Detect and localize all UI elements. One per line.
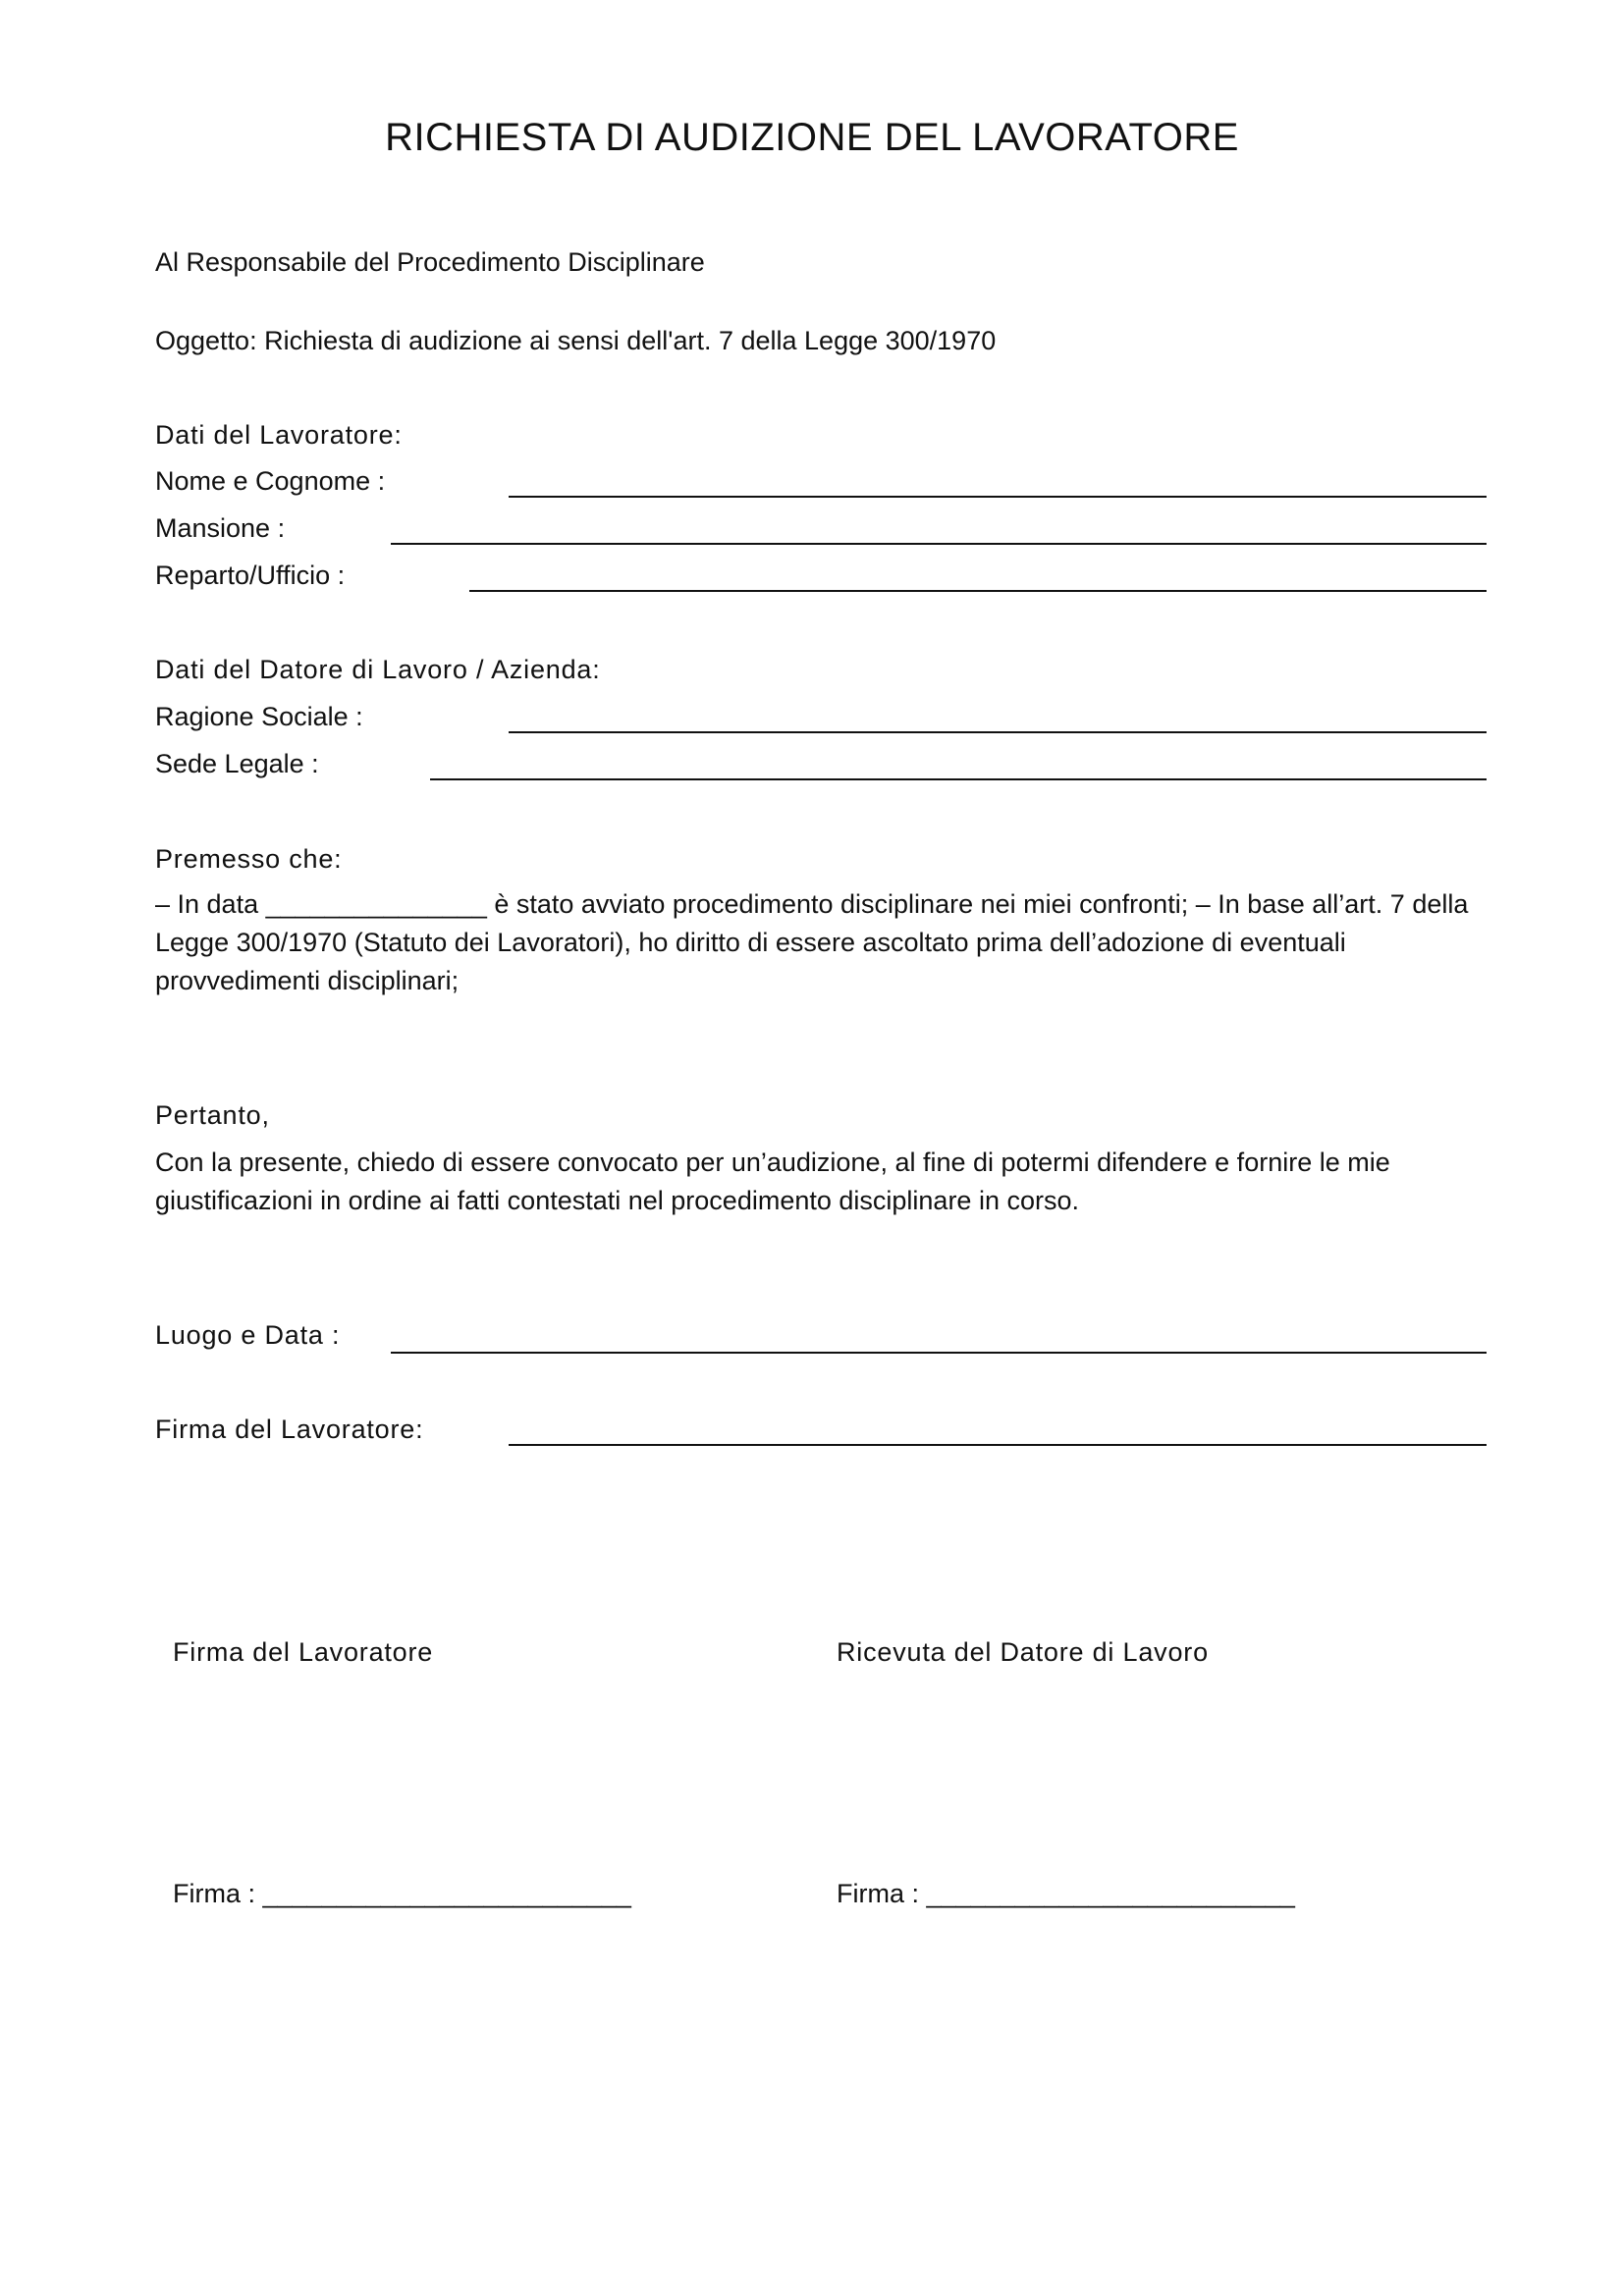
role-field-line[interactable] <box>391 543 1487 545</box>
premise-heading: Premesso che: <box>155 844 343 874</box>
office-field-label: Sede Legale : <box>155 749 319 778</box>
name-field-line[interactable] <box>509 496 1487 498</box>
office-field-line[interactable] <box>430 778 1487 780</box>
document-title: RICHIESTA DI AUDIZIONE DEL LAVORATORE <box>385 116 1239 159</box>
left-signature-heading: Firma del Lavoratore <box>173 1637 434 1667</box>
worker-signature-line[interactable] <box>509 1444 1487 1446</box>
request-heading: Pertanto, <box>155 1100 270 1130</box>
right-signature-heading: Ricevuta del Datore di Lavoro <box>837 1637 1209 1667</box>
right-signature-line[interactable]: Firma : _________________________ <box>837 1879 1295 1908</box>
name-field-label: Nome e Cognome : <box>155 466 386 496</box>
worker-signature-label: Firma del Lavoratore: <box>155 1415 424 1444</box>
place-date-label: Luogo e Data : <box>155 1320 341 1350</box>
company-field-label: Ragione Sociale : <box>155 702 363 731</box>
subject-line: Oggetto: Richiesta di audizione ai sensi dell'art. 7 della Legge 300/1970 <box>155 326 997 355</box>
company-field-line[interactable] <box>509 731 1487 733</box>
department-field-line[interactable] <box>469 590 1487 592</box>
role-field-label: Mansione : <box>155 513 286 543</box>
request-paragraph: Con la presente, chiedo di essere convocato per un’audizione, al fine di potermi difendere e fornire le mie giustificazioni in ordine ai fatti contestati nel procedimento disciplinare in corso. <box>155 1148 1390 1215</box>
department-field-label: Reparto/Ufficio : <box>155 561 346 590</box>
recipient-line: Al Responsabile del Procedimento Disciplinare <box>155 247 705 277</box>
left-signature-line[interactable]: Firma : _________________________ <box>173 1879 631 1908</box>
employer-section-heading: Dati del Datore di Lavoro / Azienda: <box>155 655 601 684</box>
place-date-line[interactable] <box>391 1352 1487 1354</box>
premise-paragraph: ‒ In data _______________ è stato avviato procedimento disciplinare nei miei confronti; ‒ In base all’art. 7 della Legge 300/1970 (Statuto dei Lavoratori), ho diritto di essere ascoltato prima dell’adozione di eventuali provvedimenti disciplinari; <box>155 889 1469 995</box>
worker-section-heading: Dati del Lavoratore: <box>155 420 403 450</box>
